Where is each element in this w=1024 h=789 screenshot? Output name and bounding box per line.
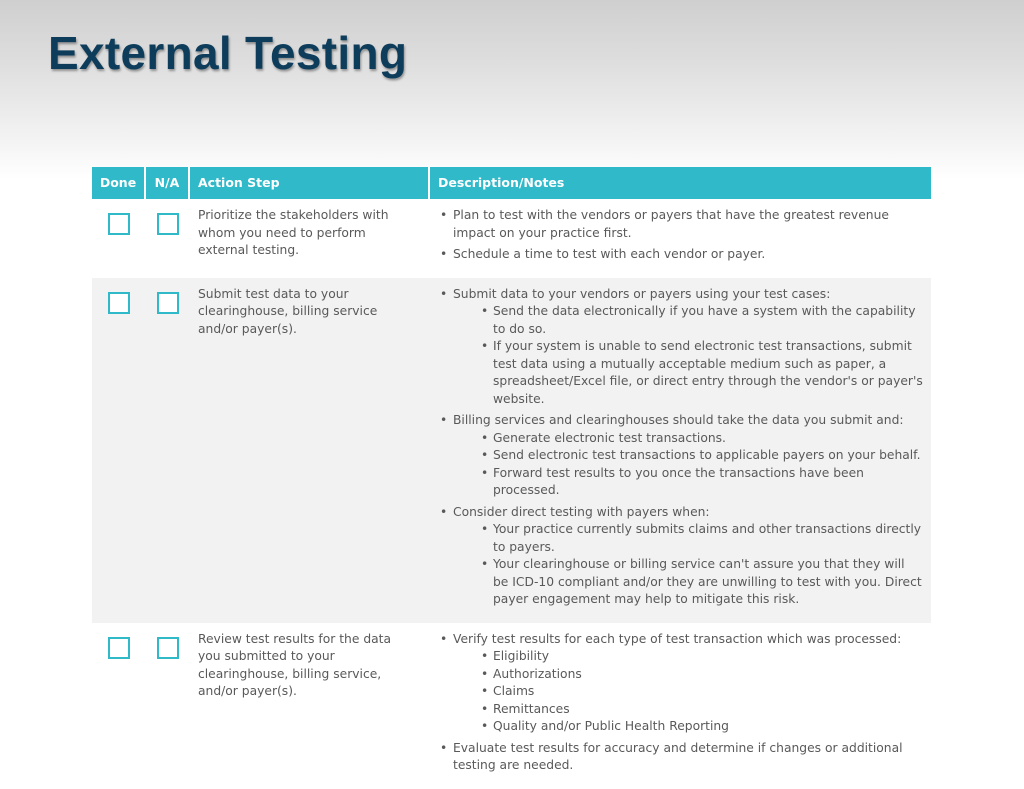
- sub-note-item: • Send electronic test transactions to applicable payers on your behalf.: [493, 447, 923, 465]
- action-cell: [190, 278, 430, 623]
- na-checkbox[interactable]: [157, 292, 179, 314]
- sub-note-item: • Send the data electronically if you have a system with the capability to do so.: [493, 303, 923, 338]
- sub-notes-list: [453, 648, 923, 736]
- done-cell: [92, 623, 146, 789]
- note-text: Billing services and clearinghouses should take the data you submit and:: [453, 413, 904, 427]
- action-cell: [190, 623, 430, 789]
- done-cell: [92, 278, 146, 623]
- table-row: [92, 199, 931, 278]
- done-checkbox[interactable]: [108, 213, 130, 235]
- action-cell: [190, 199, 430, 278]
- table-header-row: [92, 167, 931, 199]
- sub-note-item: • Eligibility: [493, 648, 923, 666]
- sub-note-item: • Quality and/or Public Health Reporting: [493, 718, 923, 736]
- notes-list: [438, 286, 923, 609]
- sub-note-item: • Authorizations: [493, 666, 923, 684]
- sub-note-item: • Forward test results to you once the transactions have been processed.: [493, 465, 923, 500]
- done-checkbox[interactable]: [108, 292, 130, 314]
- note-item: [453, 412, 923, 500]
- note-item: [453, 631, 923, 736]
- table-row: [92, 278, 931, 623]
- header-done: Done: [92, 167, 146, 199]
- note-text: Submit data to your vendors or payers using your test cases:: [453, 286, 831, 301]
- na-checkbox[interactable]: [157, 213, 179, 235]
- notes-list: [438, 207, 923, 264]
- sub-notes-list: [453, 430, 923, 500]
- note-text: Verify test results for each type of test transaction which was processed:: [453, 631, 902, 646]
- note-item: • Plan to test with the vendors or payers that have the greatest revenue impact on your practice first.: [453, 207, 923, 242]
- note-text: Consider direct testing with payers when:: [453, 504, 710, 519]
- notes-cell: [430, 199, 931, 278]
- slide-title: External Testing: [48, 27, 408, 79]
- header-action-step: Action Step: [190, 167, 430, 199]
- external-testing-checklist: [92, 167, 931, 789]
- action-step-text: Prioritize the stakeholders with whom you need to perform external testing.: [198, 208, 389, 257]
- header-na: N/A: [146, 167, 190, 199]
- na-cell: [146, 199, 190, 278]
- action-step-text: Review test results for the data you submitted to your clearinghouse, billing service, and/or payer(s).: [198, 631, 392, 698]
- sub-note-item: • Remittances: [493, 701, 923, 719]
- notes-list: [438, 631, 923, 775]
- sub-note-item: • If your system is unable to send electronic test transactions, submit test data using a mutually acceptable medium such as paper, a spreadsheet/Excel file, or direct entry through the vendor's or payer's website.: [493, 338, 923, 408]
- note-item: [453, 286, 923, 409]
- na-cell: [146, 278, 190, 623]
- sub-note-item: • Claims: [493, 683, 923, 701]
- note-item: [453, 504, 923, 609]
- na-cell: [146, 623, 190, 789]
- sub-note-item: • Your practice currently submits claims and other transactions directly to payers.: [493, 521, 923, 556]
- sub-notes-list: [453, 521, 923, 609]
- notes-cell: [430, 278, 931, 623]
- na-checkbox[interactable]: [157, 637, 179, 659]
- table-row: [92, 623, 931, 789]
- action-step-text: Submit test data to your clearinghouse, billing service and/or payer(s).: [198, 286, 378, 336]
- done-checkbox[interactable]: [108, 637, 130, 659]
- sub-note-item: • Your clearinghouse or billing service can't assure you that they will be ICD-10 compliant and/or they are unwilling to test with you. Direct payer engagement may help to mitigate this risk.: [493, 556, 923, 609]
- sub-note-item: • Generate electronic test transactions.: [493, 430, 923, 448]
- note-item: • Evaluate test results for accuracy and determine if changes or additional testing are needed.: [453, 740, 923, 775]
- header-description-notes: Description/Notes: [430, 167, 931, 199]
- notes-cell: [430, 623, 931, 789]
- done-cell: [92, 199, 146, 278]
- note-item: • Schedule a time to test with each vendor or payer.: [453, 246, 923, 264]
- sub-notes-list: [453, 303, 923, 408]
